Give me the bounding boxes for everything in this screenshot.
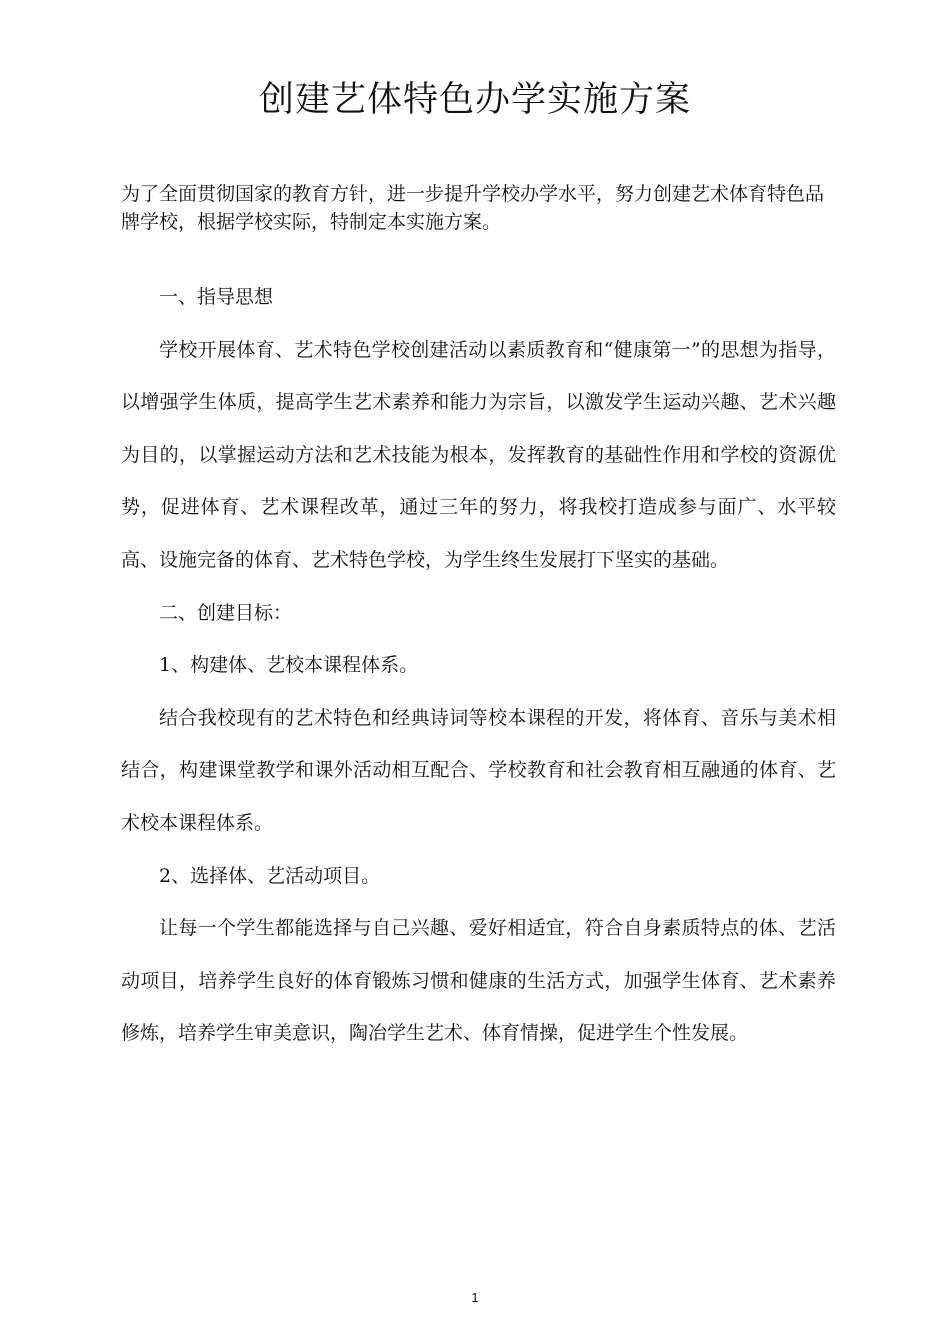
- subheading-curriculum: 1、构建体、艺校本课程体系。: [159, 654, 419, 677]
- document-title: 创建艺体特色办学实施方案: [258, 80, 691, 120]
- document-body: [121, 271, 836, 1060]
- section-heading-goals: 二、创建目标：: [159, 601, 293, 624]
- section-heading-guiding-ideology: 一、指导思想: [159, 286, 274, 308]
- body-paragraph: 让每一个学生都能选择与自己兴趣、爱好相适宜，符合自身素质特点的体、艺活动项目，培养学生良好的体育锻炼习惯和健康的生活方式，加强学生体育、艺术素养修炼，培养学生审美意识，陶冶学生艺术、体育情操，促进学生个性发展。: [121, 917, 836, 1045]
- body-paragraph: 学校开展体育、艺术特色学校创建活动以素质教育和“健康第一”的思想为指导，以增强学生体质，提高学生艺术素养和能力为宗旨，以激发学生运动兴趣、艺术兴趣为目的，以掌握运动方法和艺术技能为根本，发挥教育的基础性作用和学校的资源优势，促进体育、艺术课程改革，通过三年的努力，将我校打造成参与面广、水平较高、设施完备的体育、艺术特色学校，为学生终生发展打下坚实的基础。: [121, 338, 836, 571]
- intro-paragraph: 为了全面贯彻国家的教育方针，进一步提升学校办学水平，努力创建艺术体育特色品牌学校，根据学校实际，特制定本实施方案。: [121, 183, 825, 233]
- body-paragraph: 结合我校现有的艺术特色和经典诗词等校本课程的开发，将体育、音乐与美术相结合，构建课堂教学和课外活动相互配合、学校教育和社会教育相互融通的体育、艺术校本课程体系。: [121, 706, 836, 834]
- subheading-activities: 2、选择体、艺活动项目。: [159, 864, 381, 887]
- page-number: 1: [471, 1290, 479, 1305]
